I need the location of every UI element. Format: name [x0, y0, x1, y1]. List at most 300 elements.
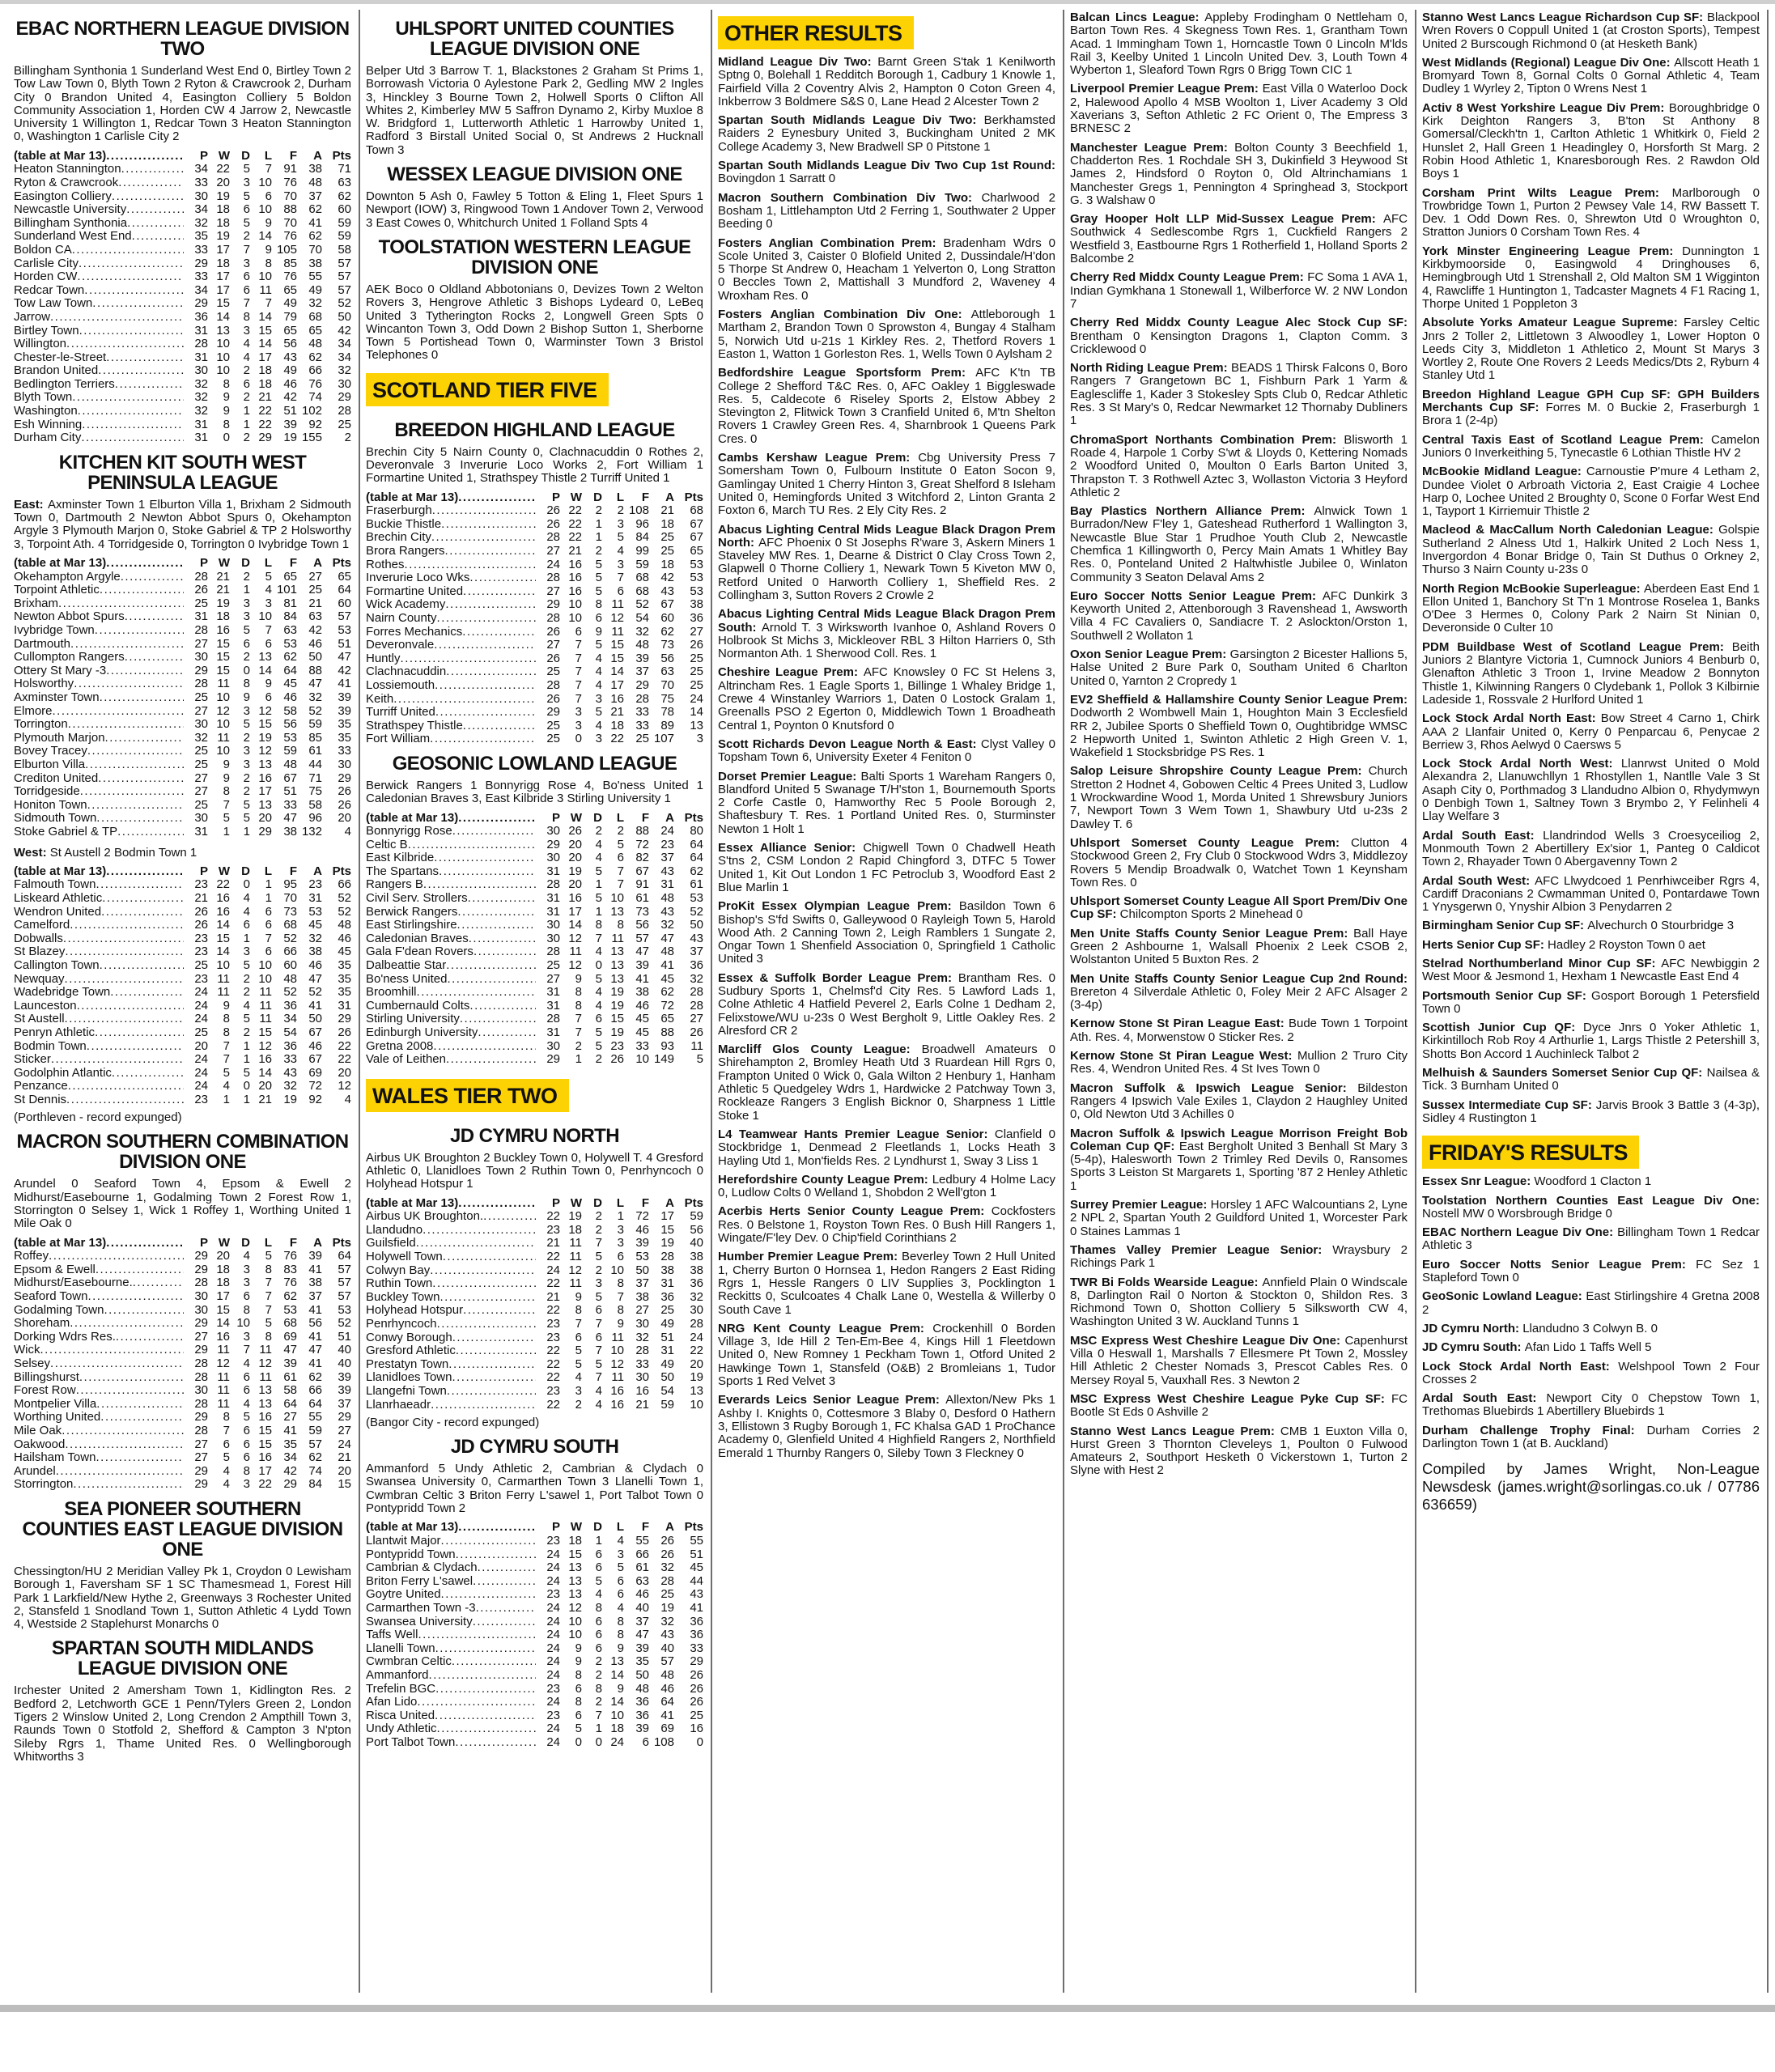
stat-value: 5	[243, 189, 250, 203]
stat-value: 61	[635, 891, 649, 906]
stat-value: 18	[216, 215, 230, 230]
league-label: McBookie Midland League:	[1422, 465, 1586, 479]
stat-value: 8	[243, 1302, 250, 1317]
stat-value: 9	[265, 677, 272, 691]
table-row	[366, 639, 703, 652]
table-header-col: P	[199, 864, 208, 878]
stat-value: 5	[595, 1357, 602, 1371]
stat-value: 6	[243, 1383, 250, 1398]
stat-value: 2	[243, 784, 250, 799]
table-header-col: A	[313, 864, 322, 878]
stat-value: 36	[690, 610, 703, 625]
stat-value: 10	[610, 891, 624, 906]
stat-value: 16	[216, 904, 230, 919]
stat-value: 32	[338, 363, 351, 378]
stat-value: 45	[308, 918, 322, 932]
team-name: Carmarthen Town -3 .....	[366, 1602, 536, 1616]
stat-value: 62	[660, 985, 674, 1000]
stat-value: 49	[660, 1357, 674, 1371]
stat-value: 37	[338, 1396, 351, 1411]
stat-value: 8	[617, 1276, 624, 1291]
league-label: Abacus Lighting Central Mids League Black Dragon Prem North:	[718, 522, 1055, 550]
team-name: Forest Row .....	[14, 1384, 184, 1398]
stat-value: 5	[575, 1722, 582, 1736]
stat-value: 5	[595, 1250, 602, 1264]
stat-value: 37	[308, 189, 322, 203]
table-row	[14, 325, 351, 338]
stat-value: 7	[575, 1317, 582, 1331]
stat-value: 51	[338, 1329, 351, 1344]
stat-value: 1	[595, 877, 602, 892]
stat-value: 1	[223, 824, 230, 839]
stat-value: 55	[635, 1533, 649, 1548]
team-name: Broomhill .....	[366, 986, 536, 1000]
stat-value: 36	[635, 1708, 649, 1722]
team-name: Taffs Well .....	[366, 1628, 536, 1642]
table-header-col: D	[593, 1195, 602, 1210]
stat-value: 28	[660, 1573, 674, 1588]
stat-value: 88	[635, 824, 649, 839]
stat-value: 29	[635, 677, 649, 692]
stat-value: 16	[690, 1722, 703, 1736]
league-label: JD Cymru South:	[1422, 1340, 1525, 1355]
page-bottom-edge	[0, 2005, 1775, 2012]
stat-value: 75	[308, 784, 322, 799]
stat-value: 3	[595, 732, 602, 746]
stat-value: 23	[546, 1384, 560, 1398]
league-label: Essex Snr League:	[1422, 1174, 1535, 1189]
stat-value: 19	[610, 985, 624, 1000]
stat-value: 42	[283, 390, 297, 405]
team-name: Gretna 2008 .....	[366, 1040, 536, 1054]
stat-value: 66	[308, 1383, 322, 1398]
league-label: Stelrad Northumberland Minor Cup SF:	[1422, 957, 1662, 970]
stat-value: 31	[194, 431, 208, 445]
stat-value: 74	[308, 1463, 322, 1478]
stat-value: 53	[338, 1302, 351, 1317]
stat-value: 14	[258, 663, 272, 677]
results-paragraph: Portsmouth Senior Cup SF: Gosport Borough 1 Petersfield Town 0	[1422, 988, 1760, 1016]
results-paragraph: Lock Stock Ardal North East: Bow Street 4 Carno 1, Chirk AAA 2 Llanfair United 0, Kerry 0 Penparcau 6, Penycae 2 Berriew 3, Rhos Aelwyd 0 Caersws 5	[1422, 711, 1760, 752]
team-name: Edinburgh University .....	[366, 1026, 536, 1040]
stat-value: 29	[194, 1249, 208, 1263]
league-label: Lock Stock Ardal North West:	[1422, 757, 1621, 771]
stat-value: 24	[546, 1547, 560, 1561]
stat-value: 59	[660, 1397, 674, 1412]
stat-value: 43	[690, 931, 703, 945]
stat-value: 27	[635, 1303, 649, 1318]
stat-value: 31	[660, 1276, 674, 1291]
team-name: Stirling University .....	[366, 1013, 536, 1026]
stat-value: 10	[216, 363, 230, 378]
stat-value: 32	[690, 971, 703, 986]
stat-value: 24	[610, 1734, 624, 1749]
league-label: Spartan South Midlands League Div Two:	[718, 113, 984, 128]
stat-value: 22	[568, 503, 582, 518]
stat-value: 1	[595, 1533, 602, 1548]
stat-value: 5	[243, 1410, 250, 1424]
stat-value: 5	[595, 705, 602, 720]
table-row	[14, 338, 351, 351]
team-name: Trefelin BGC .....	[366, 1683, 536, 1696]
stat-value: 2	[617, 503, 624, 518]
stat-value: 4	[595, 985, 602, 1000]
stat-value: 24	[546, 1263, 560, 1277]
stat-value: 3	[595, 691, 602, 706]
stat-value: 88	[660, 1025, 674, 1040]
stat-value: 62	[308, 1450, 322, 1465]
results-paragraph: Abacus Lighting Central Mids League Black Dragon Prem North: AFC Phoenix 0 St Josephs R'ware 3, Askern Miners 1 Staveley MW Res. 1, Dearne & District 0 Clay Cross Town 2, Glapwell 0 Thorne Colliery 1, Newark Town 5 Kiveton MW 0, Retford United 0 Harworth Colliery 1, Sheffield Res. 2 Collingham 3, Sutton Rovers 2 Crowle 2	[718, 522, 1055, 602]
team-name: Stoke Gabriel & TP .....	[14, 826, 184, 839]
table-header-col: L	[616, 1195, 624, 1210]
stat-value: 12	[338, 1079, 351, 1093]
stat-value: 9	[617, 1681, 624, 1696]
stat-value: 21	[194, 890, 208, 905]
stat-value: 10	[216, 690, 230, 704]
results-paragraph: Thames Valley Premier League Senior: Wraysbury 2 Richings Park 1	[1070, 1242, 1408, 1271]
team-name: Huntly .....	[366, 652, 536, 666]
stat-value: 63	[308, 609, 322, 624]
stat-value: 5	[617, 530, 624, 545]
stat-value: 30	[635, 1370, 649, 1385]
league-label: Humber Premier League Prem:	[718, 1250, 902, 1264]
stat-value: 41	[308, 1357, 322, 1371]
stat-value: 15	[216, 931, 230, 945]
results-paragraph: Ardal South West: AFC Llwydcoed 1 Penrhiwceiber Rgrs 4, Cardiff Draconians 2 Cwmamman United 0, Pontardawe Town 1 Ynysgerwn 0, Ynyshir Albion 3 Penydarren 2	[1422, 873, 1760, 915]
stat-value: 59	[308, 717, 322, 732]
table-row	[366, 504, 703, 518]
table-row	[14, 163, 351, 176]
table-row	[366, 1575, 703, 1589]
stat-value: 13	[258, 1396, 272, 1411]
team-name: Cambrian & Clydach .....	[366, 1561, 536, 1575]
league-label: North Riding League Prem:	[1070, 361, 1231, 376]
league-label: Durham Challenge Trophy Final:	[1422, 1423, 1647, 1437]
league-label: Stanno West Lancs League Richardson Cup SF:	[1422, 11, 1707, 24]
table-row	[366, 1602, 703, 1616]
league-label: L4 Teamwear Hants Premier League Senior:	[718, 1127, 995, 1141]
stat-value: 24	[546, 1600, 560, 1615]
stat-value: 6	[265, 904, 272, 919]
stat-value: 102	[301, 404, 322, 418]
stat-value: 40	[690, 1236, 703, 1250]
team-name: Roffey .....	[14, 1250, 184, 1263]
league-table	[14, 865, 351, 1107]
stat-value: 27	[194, 1437, 208, 1451]
team-name: Boldon CA .....	[14, 244, 184, 257]
stat-value: 24	[194, 1012, 208, 1026]
stat-value: 12	[568, 1600, 582, 1615]
stat-value: 24	[546, 1654, 560, 1669]
stat-value: 49	[308, 282, 322, 297]
league-heading: WESSEX LEAGUE DIVISION ONE	[387, 163, 682, 186]
stat-value: 36	[690, 1614, 703, 1628]
stat-value: 22	[546, 1344, 560, 1358]
stat-value: 19	[216, 596, 230, 610]
stat-value: 32	[283, 1079, 297, 1093]
stat-value: 5	[243, 957, 250, 972]
stat-value: 25	[660, 530, 674, 545]
stat-value: 22	[568, 530, 582, 545]
stat-value: 15	[216, 1302, 230, 1317]
stat-value: 31	[546, 1025, 560, 1040]
banner-wrap	[718, 11, 1055, 56]
results-paragraph: Stanno West Lancs League Prem: CMB 1 Euxton Villa 0, Hurst Green 3 Thornton Cleveleys 1, Poulton 0 Fulwood Amateurs 2, Southport Hesketh 0 Vickerstown 1, Turton 2 Slyne with Hest 2	[1070, 1424, 1408, 1478]
stat-value: 25	[194, 797, 208, 812]
table-row	[366, 865, 703, 879]
stat-value: 96	[308, 811, 322, 826]
team-name: Berwick Rangers .....	[366, 906, 536, 919]
stat-value: 84	[308, 1477, 322, 1492]
stat-value: 12	[568, 931, 582, 945]
stat-value: 11	[259, 282, 272, 297]
stat-value: 0	[243, 877, 250, 892]
stat-value: 48	[283, 757, 297, 771]
results-paragraph: Arundel 0 Seaford Town 4, Epsom & Ewell 2 Midhurst/Easebourne 1, Godalming Town 2 Forest Row 1, Storrington 0 Selsey 1, Wick 1 Roffey 1, Worthing United 1 Mile Oak 0	[14, 1177, 351, 1231]
league-label: Birmingham Senior Cup SF:	[1422, 919, 1588, 933]
stat-value: 4	[595, 718, 602, 732]
stat-value: 49	[283, 296, 297, 311]
stat-value: 65	[283, 323, 297, 338]
results-paragraph: NRG Kent County League Prem: Crockenhill 0 Borden Village 3, Ide Hill 2 Ten-Em-Bee 4, Kings Hill 1 Fleetdown United 0, New Romney 1 Peckham Town 1, Otford United 2 Hawkinge Town 1, Stansfeld (O&B) 2 Bromleians 1, Tudor Sports 1 Red Velvet 3	[718, 1321, 1055, 1389]
stat-value: 11	[611, 624, 624, 639]
stat-value: 58	[338, 242, 351, 257]
league-table	[366, 812, 703, 1067]
stat-value: 4	[223, 1463, 230, 1478]
stat-value: 28	[194, 1357, 208, 1371]
stat-value: 34	[194, 162, 208, 176]
league-label: Everards Leics Senior League Prem:	[718, 1393, 946, 1408]
stat-value: 25	[546, 664, 560, 679]
stat-value: 18	[216, 1262, 230, 1276]
league-label: ProKit Essex Olympian League Prem:	[718, 899, 959, 914]
stat-value: 48	[660, 945, 674, 959]
stat-value: 24	[660, 824, 674, 839]
table-header-col: F	[641, 1520, 649, 1535]
table-header-col: L	[616, 490, 624, 504]
stat-value: 27	[546, 584, 560, 598]
stat-value: 16	[258, 1410, 272, 1424]
stat-value: 32	[308, 931, 322, 945]
stat-value: 25	[194, 1025, 208, 1039]
team-name: The Spartans .....	[366, 865, 536, 879]
stat-value: 6	[243, 1437, 250, 1451]
stat-value: 6	[595, 1547, 602, 1561]
stat-value: 7	[595, 1708, 602, 1722]
stat-value: 39	[283, 1357, 297, 1371]
stat-value: 25	[660, 544, 674, 558]
stat-value: 55	[308, 1410, 322, 1424]
stat-value: 2	[243, 650, 250, 664]
stat-value: 15	[216, 650, 230, 664]
stat-value: 72	[308, 1079, 322, 1093]
league-label: Fosters Anglian Combination Prem:	[718, 236, 944, 250]
table-header-col: A	[313, 148, 322, 163]
stat-value: 8	[265, 1262, 272, 1276]
table-header-col: Pts	[684, 1195, 703, 1210]
stat-value: 6	[595, 1012, 602, 1026]
stat-value: 72	[660, 998, 674, 1013]
stat-value: 6	[265, 945, 272, 959]
stat-value: 15	[610, 638, 624, 652]
table-row	[14, 932, 351, 946]
table-row	[366, 1344, 703, 1358]
results-paragraph: Acerbis Herts Senior County League Prem: Cockfosters Res. 0 Belstone 1, Royston Town Res. 0 Bush Hill Rangers 1, Wingate/F'ley Dev. 0 Chip'field Corinthians 2	[718, 1204, 1055, 1246]
stat-value: 52	[308, 703, 322, 718]
team-name: Goytre United .....	[366, 1588, 536, 1602]
stat-value: 10	[258, 971, 272, 986]
league-label: Salop Leisure Shropshire County League Prem:	[1070, 764, 1369, 779]
stat-value: 29	[338, 1410, 351, 1424]
stat-value: 10	[690, 1397, 703, 1412]
stat-value: 92	[308, 1092, 322, 1106]
stat-value: 16	[216, 1329, 230, 1344]
stat-value: 27	[338, 1423, 351, 1437]
team-name: Cwmbran Celtic .....	[366, 1655, 536, 1669]
stat-value: 46	[308, 636, 322, 651]
stat-value: 88	[283, 202, 297, 217]
stat-value: 67	[690, 530, 703, 545]
stat-value: 29	[194, 663, 208, 677]
stat-value: 5	[223, 811, 230, 826]
stat-value: 42	[283, 1463, 297, 1478]
team-name: Birtley Town .....	[14, 325, 184, 338]
stat-value: 3	[243, 744, 250, 758]
stat-value: 1	[595, 904, 602, 919]
stat-value: 34	[283, 1450, 297, 1465]
stat-value: 18	[216, 609, 230, 624]
stat-value: 5	[243, 811, 250, 826]
stat-value: 14	[258, 1065, 272, 1080]
stat-value: 6	[575, 1330, 582, 1344]
league-label: Ardal South East:	[1422, 828, 1544, 843]
stat-value: 76	[283, 229, 297, 244]
results-paragraph: Corsham Print Wilts League Prem: Marlborough 0 Trowbridge Town 1, Purton 2 Pewsey Vale 14, RW Bassett T. Dev. 1 Odd Down Res. 0, Shrewton Utd 0 Wroughton 0, Stratton Juniors 0 Corsham Town Res. 4	[1422, 185, 1760, 240]
stat-value: 19	[568, 1209, 582, 1224]
stat-value: 4	[595, 837, 602, 851]
table-row	[366, 1535, 703, 1548]
table-header-col: L	[264, 148, 272, 163]
stat-value: 26	[194, 904, 208, 919]
stat-value: 46	[283, 690, 297, 704]
stat-value: 59	[338, 215, 351, 230]
stat-value: 108	[653, 1734, 674, 1749]
table-row	[366, 945, 703, 959]
stat-value: 26	[568, 824, 582, 839]
results-paragraph: Men Unite Staffs County Senior League Prem: Ball Haye Green 2 Ashbourne 1, Walsall Phoenix 2 Leek CSOB 2, Wolstanton United 5 Buxton Res. 2	[1070, 926, 1408, 967]
results-paragraph: Cheshire League Prem: AFC Knowsley 0 FC St Helens 3, Altrincham Res. 1 Eagle Sports 1, Billinge 1 Whaley Bridge 1, Crewe 4 Winstanley Warriors 1, Daten 0 Lostock Gralam 1, Greenalls PSO 2 Egerton 0, Middlewich Town 1 Broadheath Central 1, Poynton 0 Knutsford 0	[718, 665, 1055, 732]
stat-value: 5	[595, 971, 602, 986]
stat-value: 76	[283, 270, 297, 284]
table-row	[14, 203, 351, 217]
results-paragraph: Durham Challenge Trophy Final: Durham Corries 2 Darlington Town 1 (at B. Auckland)	[1422, 1423, 1760, 1451]
team-name: Heaton Stannington .....	[14, 163, 184, 176]
stat-value: 20	[568, 877, 582, 892]
stat-value: 0	[595, 1734, 602, 1749]
stat-value: 40	[338, 1343, 351, 1357]
stat-value: 1	[617, 1209, 624, 1224]
stat-value: 5	[243, 797, 250, 812]
stat-value: 28	[194, 569, 208, 584]
stat-value: 31	[546, 891, 560, 906]
stat-value: 25	[690, 677, 703, 692]
stat-value: 10	[610, 1344, 624, 1358]
stat-value: 26	[546, 691, 560, 706]
table-row	[14, 1080, 351, 1093]
stat-value: 4	[243, 350, 250, 364]
table-row	[14, 230, 351, 244]
league-label: Scottish Junior Cup QF:	[1422, 1021, 1583, 1035]
table-row	[366, 1331, 703, 1345]
stat-value: 40	[660, 1641, 674, 1655]
stat-value: 26	[194, 918, 208, 932]
stat-value: 27	[283, 1410, 297, 1424]
stat-value: 85	[283, 256, 297, 270]
stat-value: 14	[216, 945, 230, 959]
stat-value: 81	[283, 596, 297, 610]
stat-value: 3	[265, 596, 272, 610]
stat-value: 25	[546, 718, 560, 732]
stat-value: 20	[216, 175, 230, 189]
stat-value: 7	[575, 677, 582, 692]
table-header-label: (table at Mar 13) .....	[366, 1197, 536, 1211]
stat-value: 12	[258, 1357, 272, 1371]
stat-value: 6	[223, 1437, 230, 1451]
stat-value: 10	[568, 1628, 582, 1642]
stat-value: 31	[194, 609, 208, 624]
stat-value: 19	[568, 864, 582, 878]
stat-value: 30	[194, 811, 208, 826]
stat-value: 32	[635, 624, 649, 639]
stat-value: 11	[611, 931, 624, 945]
stat-value: 5	[617, 837, 624, 851]
stat-value: 8	[617, 918, 624, 932]
stat-value: 4	[595, 945, 602, 959]
league-label: Bay Plastics Northern Alliance Prem:	[1070, 504, 1314, 519]
table-row	[366, 1371, 703, 1385]
results-paragraph: Downton 5 Ash 0, Fawley 5 Totton & Eling 1, Fleet Spurs 1 Newport (IOW) 3, Ringwood Town 1 Andover Town 2, Verwood 3 East Cowes 0, Whitchurch United 1 Folland Spts 4	[366, 189, 703, 230]
stat-value: 30	[194, 1383, 208, 1398]
table-row	[366, 973, 703, 987]
results-paragraph: Men Unite Staffs County Senior League Cup 2nd Round: Brereton 4 Silverdale Athletic 0, Foley Meir 2 AFC Alsager 2 (3-4p)	[1070, 971, 1408, 1013]
team-name: St Blazey .....	[14, 945, 184, 959]
stat-value: 79	[283, 309, 297, 324]
stat-value: 39	[308, 1249, 322, 1263]
team-name: Llanrhaeadr .....	[366, 1399, 536, 1412]
table-header-col: P	[199, 1235, 208, 1250]
table-row	[366, 825, 703, 839]
stat-value: 48	[660, 1667, 674, 1682]
team-name: Dobwalls .....	[14, 932, 184, 946]
stat-value: 9	[223, 998, 230, 1013]
stat-value: 17	[660, 1209, 674, 1224]
stat-value: 22	[546, 1250, 560, 1264]
league-label: Acerbis Herts Senior County League Prem:	[718, 1204, 992, 1219]
stat-value: 28	[194, 623, 208, 637]
team-name: Easington Colliery .....	[14, 190, 184, 204]
stat-value: 19	[216, 189, 230, 203]
stat-value: 72	[635, 837, 649, 851]
stat-value: 12	[216, 1357, 230, 1371]
league-label: Lock Stock Ardal North East:	[1422, 1359, 1619, 1374]
results-paragraph: Central Taxis East of Scotland League Prem: Camelon Juniors 0 Inverkeithing 5, Tynecastle 6 Lothian Thistle HV 2	[1422, 432, 1760, 460]
league-label: Balcan Lincs League:	[1070, 11, 1205, 24]
team-name: Holyhead Hotspur .....	[366, 1304, 536, 1318]
stat-value: 31	[338, 998, 351, 1013]
stat-value: 11	[217, 1369, 230, 1384]
stat-value: 47	[308, 677, 322, 691]
stat-value: 11	[259, 1012, 272, 1026]
